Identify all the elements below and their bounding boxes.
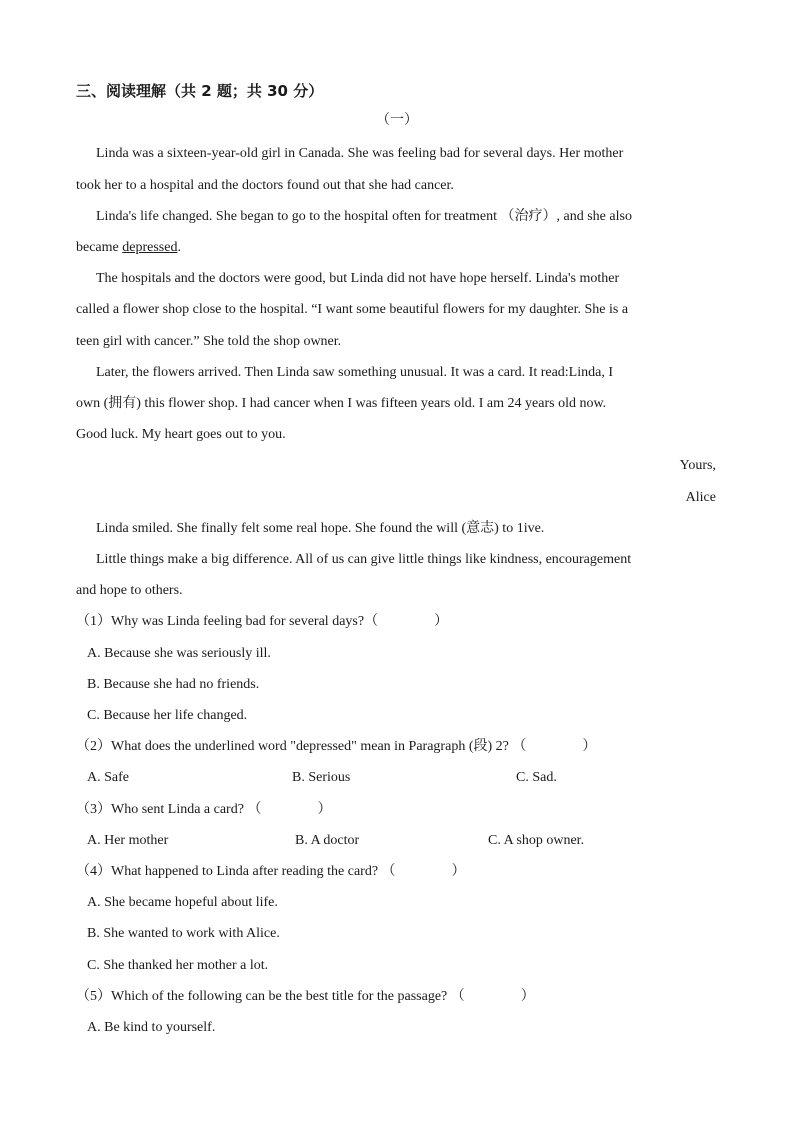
question-2-option-c[interactable]: C. Sad. [516,770,557,785]
question-3-option-b[interactable]: B. A doctor [295,833,360,848]
passage-line: teen girl with cancer.” She told the shop owner. [76,334,342,349]
passage-line: Later, the flowers arrived. Then Linda saw something unusual. It was a card. It read:Linda, I [96,365,614,380]
passage-line: took her to a hospital and the doctors found out that she had cancer. [76,178,454,193]
question-3-stem: （3）Who sent Linda a card? （ ） [76,802,332,817]
passage-line: and hope to others. [76,583,183,598]
underlined-word: depressed [122,240,178,255]
question-3-option-c[interactable]: C. A shop owner. [488,833,585,848]
question-1-option-a[interactable]: A. Because she was seriously ill. [87,646,271,661]
question-5-option-a[interactable]: A. Be kind to yourself. [87,1020,216,1035]
section-title: 三、阅读理解（共 2 题；共 30 分） [76,82,324,100]
passage-number: （一） [376,113,418,128]
passage-text: became [76,240,123,255]
question-4-stem: （4）What happened to Linda after reading the card? （ ） [76,864,466,879]
question-1-stem: （1）Why was Linda feeling bad for several days?（ ） [76,614,449,629]
question-1-option-c[interactable]: C. Because her life changed. [87,708,248,723]
passage-line: Linda was a sixteen-year-old girl in Canada. She was feeling bad for several days. Her mother [96,146,624,161]
question-4-option-b[interactable]: B. She wanted to work with Alice. [87,926,280,941]
passage-line: The hospitals and the doctors were good, but Linda did not have hope herself. Linda's mother [96,271,620,286]
question-5-stem: （5）Which of the following can be the best title for the passage? （ ） [76,989,535,1004]
passage-line: Linda's life changed. She began to go to the hospital often for treatment （治疗）, and she also [96,209,632,224]
passage-text: . [177,240,181,255]
question-1-option-b[interactable]: B. Because she had no friends. [87,677,260,692]
question-4-option-a[interactable]: A. She became hopeful about life. [87,895,278,910]
question-2-option-a[interactable]: A. Safe [87,770,129,785]
question-3-option-a[interactable]: A. Her mother [87,833,169,848]
passage-line: Little things make a big difference. All of us can give little things like kindness, encouragement [96,552,632,567]
passage-line: Linda smiled. She finally felt some real hope. She found the will (意志) to 1ive. [96,521,545,536]
question-4-option-c[interactable]: C. She thanked her mother a lot. [87,958,269,973]
question-2-stem: （2）What does the underlined word "depressed" mean in Paragraph (段) 2? （ ） [76,739,597,754]
letter-signature: Alice [685,490,716,505]
passage-line: own (拥有) this flower shop. I had cancer when I was fifteen years old. I am 24 years old now. [76,396,607,411]
letter-closing: Yours, [679,458,716,473]
passage-line: called a flower shop close to the hospital. “I want some beautiful flowers for my daughter. She is a [76,302,629,317]
passage-line [76,239,181,257]
passage-line: Good luck. My heart goes out to you. [76,427,286,442]
question-2-option-b[interactable]: B. Serious [292,770,351,785]
